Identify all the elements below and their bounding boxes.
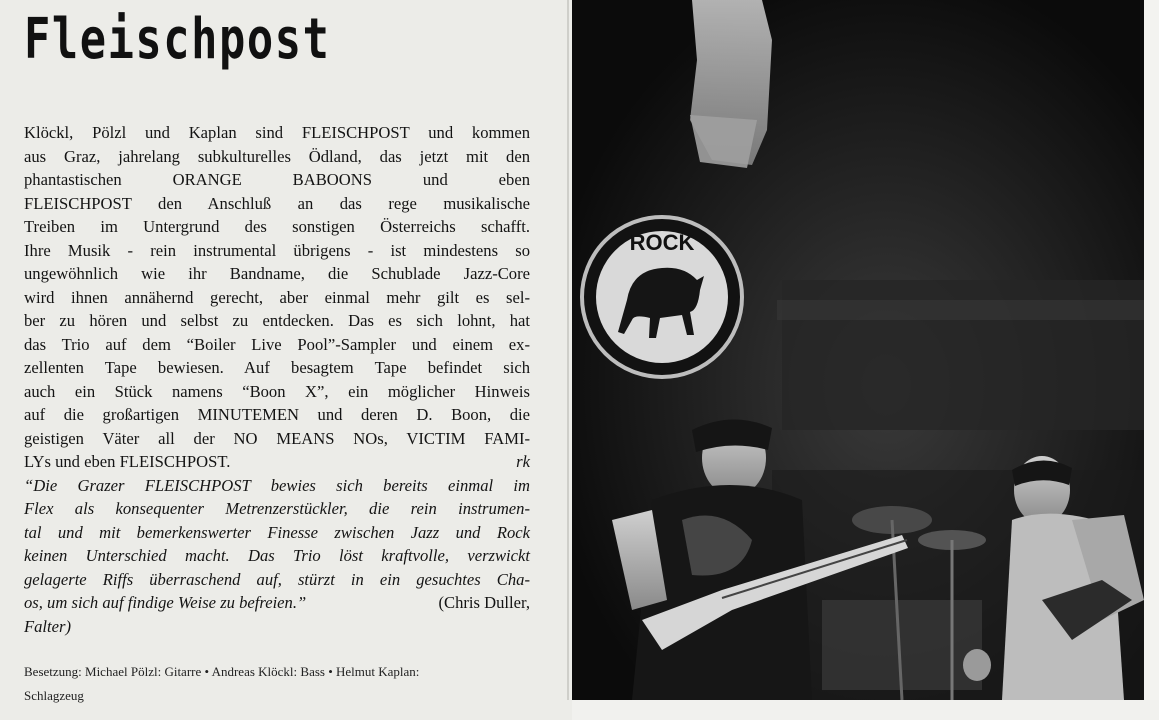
article-line: aus Graz, jahrelang subkulturelles Ödland, das jetzt mit den xyxy=(24,146,530,166)
band-photo xyxy=(572,0,1144,700)
article-line: LYs und eben FLEISCHPOST. xyxy=(24,452,231,471)
quote-line: os, um sich auf findige Weise zu befreien.” xyxy=(24,593,307,612)
quote-line: gelagerte Riffs überraschend auf, stürzt in ein gesuchtes Cha- xyxy=(24,569,530,589)
article-line: phantastischen ORANGE BABOONS und eben xyxy=(24,170,530,189)
article-line: geistigen Väter all der NO MEANS NOs, VICTIM FAMI- xyxy=(24,428,530,448)
article-line: Treiben im Untergrund des sonstigen Österreichs schafft. xyxy=(24,217,530,236)
quote-line: “Die Grazer FLEISCHPOST bewies sich bereits einmal im xyxy=(24,475,530,495)
quote-source-end: Falter) xyxy=(24,616,72,636)
author-signature: rk xyxy=(516,452,530,471)
article-body xyxy=(24,121,530,638)
band-lineup xyxy=(24,660,564,708)
quote-source: (Chris Duller, xyxy=(438,593,530,612)
lineup-line: Besetzung: Michael Pölzl: Gitarre • Andreas Klöckl: Bass • Helmut Kaplan: xyxy=(24,664,420,679)
article-line: Klöckl, Pölzl und Kaplan sind FLEISCHPOST und kommen xyxy=(24,123,530,142)
lineup-line: Schlagzeug xyxy=(24,688,84,703)
rock-badge-icon xyxy=(582,217,742,377)
quote-line: keinen Unterschied macht. Das Trio löst kraftvolle, verzwickt xyxy=(24,546,530,565)
article-line: FLEISCHPOST den Anschluß an das rege musikalische xyxy=(24,193,530,213)
article-line: zellenten Tape bewiesen. Auf besagtem Tape befindet sich xyxy=(24,358,530,377)
article-line: Ihre Musik - rein instrumental übrigens - ist mindestens so xyxy=(24,240,530,260)
quote-last-line xyxy=(24,591,530,615)
quote-line: Flex als konsequenter Metrenzerstückler, die rein instrumen- xyxy=(24,499,530,518)
article-line: das Trio auf dem “Boiler Live Pool”-Sampler und einem ex- xyxy=(24,334,530,354)
badge-text: ROCK xyxy=(629,230,695,255)
article-title: Fleischpost xyxy=(24,7,331,72)
quote-line: tal und mit bemerkenswerter Finesse zwischen Jazz und Rock xyxy=(24,522,530,542)
article-last-line xyxy=(24,450,530,474)
press-quote xyxy=(24,474,530,639)
article-line: wird ihnen annähernd gerecht, aber einmal mehr gilt es sel- xyxy=(24,287,530,307)
page-margin-bottom xyxy=(572,700,1159,720)
article-line: auf die großartigen MINUTEMEN und deren D. Boon, die xyxy=(24,405,530,424)
column-divider xyxy=(567,0,569,700)
band-photo-graphic xyxy=(572,0,1144,700)
article-line: auch ein Stück namens “Boon X”, ein möglicher Hinweis xyxy=(24,381,530,401)
page-margin xyxy=(1144,0,1159,720)
article-line: ungewöhnlich wie ihr Bandname, die Schublade Jazz-Core xyxy=(24,264,530,283)
article-line: ber zu hören und selbst zu entdecken. Das es sich lohnt, hat xyxy=(24,311,530,330)
